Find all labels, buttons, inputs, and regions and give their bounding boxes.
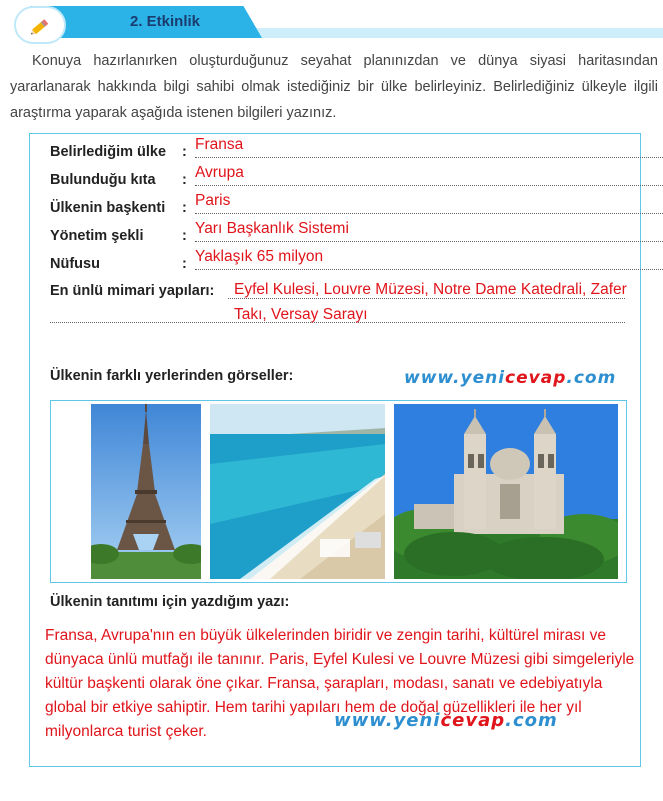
beach-photo [210, 404, 385, 579]
watermark [404, 368, 616, 388]
watermark-part: cevap [505, 368, 567, 388]
eiffel-tower-photo [91, 404, 201, 579]
field-label: Ülkenin başkenti [50, 200, 166, 216]
architecture-value: Eyfel Kulesi, Louvre Müzesi, Notre Dame Katedrali, Zafer Takı, Versay Sarayı [234, 281, 627, 323]
dotted-line [195, 241, 663, 242]
watermark-part: cevap [440, 710, 506, 731]
header-light-strip [240, 28, 663, 38]
essay-text: Fransa, Avrupa'nın en büyük ülkelerinden biridir ve zengin tarihi, kültürel mirası ve dünyaca ünlü mutfağı ile tanınır. Paris, Eyfel Kulesi ve Louvre Müzesi gibi simgeleriyle kültür başkenti olarak öne çıkar. Fransa, şarapları, modası, sanatı ve edebiyatıyla global bir etkiye sahiptir. Hem tarihi yapıları hem de doğal güzellikleri ile her yıl milyonlarca turist çeker. [45, 627, 635, 740]
field-label: Belirlediğim ülke [50, 144, 167, 160]
field-value: Paris [195, 192, 231, 209]
watermark-part: .com [505, 710, 558, 731]
dotted-line [195, 213, 663, 214]
field-label: Yönetim şekli [50, 228, 144, 244]
watermark-part: www.yeni [334, 710, 441, 731]
field-colon: : [182, 144, 187, 160]
field-colon: : [182, 256, 187, 272]
watermark [334, 710, 558, 731]
watermark-part: .com [566, 368, 617, 388]
architecture-label: En ünlü mimari yapıları: [50, 283, 215, 299]
field-colon: : [182, 172, 187, 188]
basilica-photo [394, 404, 618, 579]
field-label: Bulunduğu kıta [50, 172, 156, 188]
field-value: Fransa [195, 136, 244, 153]
field-label: Nüfusu [50, 256, 100, 272]
watermark-part: www.yeni [404, 368, 506, 388]
field-colon: : [182, 200, 187, 216]
images-heading: Ülkenin farklı yerlerinden görseller: [50, 368, 294, 384]
field-colon: : [182, 228, 187, 244]
pencil-badge [14, 6, 66, 44]
field-value: Yaklaşık 65 milyon [195, 248, 324, 265]
intro-paragraph: Konuya hazırlanırken oluşturduğunuz seyahat planınızdan ve dünya siyasi haritasından yararlanarak hakkında bilgi sahibi olmak istediğiniz bir ülke belirleyiniz. Belirlediğiniz ülkeyle ilgili araştırma yaparak aşağıda istenen bilgileri yazınız. [10, 53, 658, 121]
activity-header [0, 6, 663, 40]
field-value: Yarı Başkanlık Sistemi [195, 220, 349, 237]
dotted-line [195, 269, 663, 270]
field-value: Avrupa [195, 164, 244, 181]
pencil-icon [28, 13, 54, 39]
essay-heading: Ülkenin tanıtımı için yazdığım yazı: [50, 594, 290, 610]
dotted-line [195, 157, 663, 158]
dotted-line [195, 185, 663, 186]
activity-title: 2. Etkinlik [130, 13, 201, 30]
